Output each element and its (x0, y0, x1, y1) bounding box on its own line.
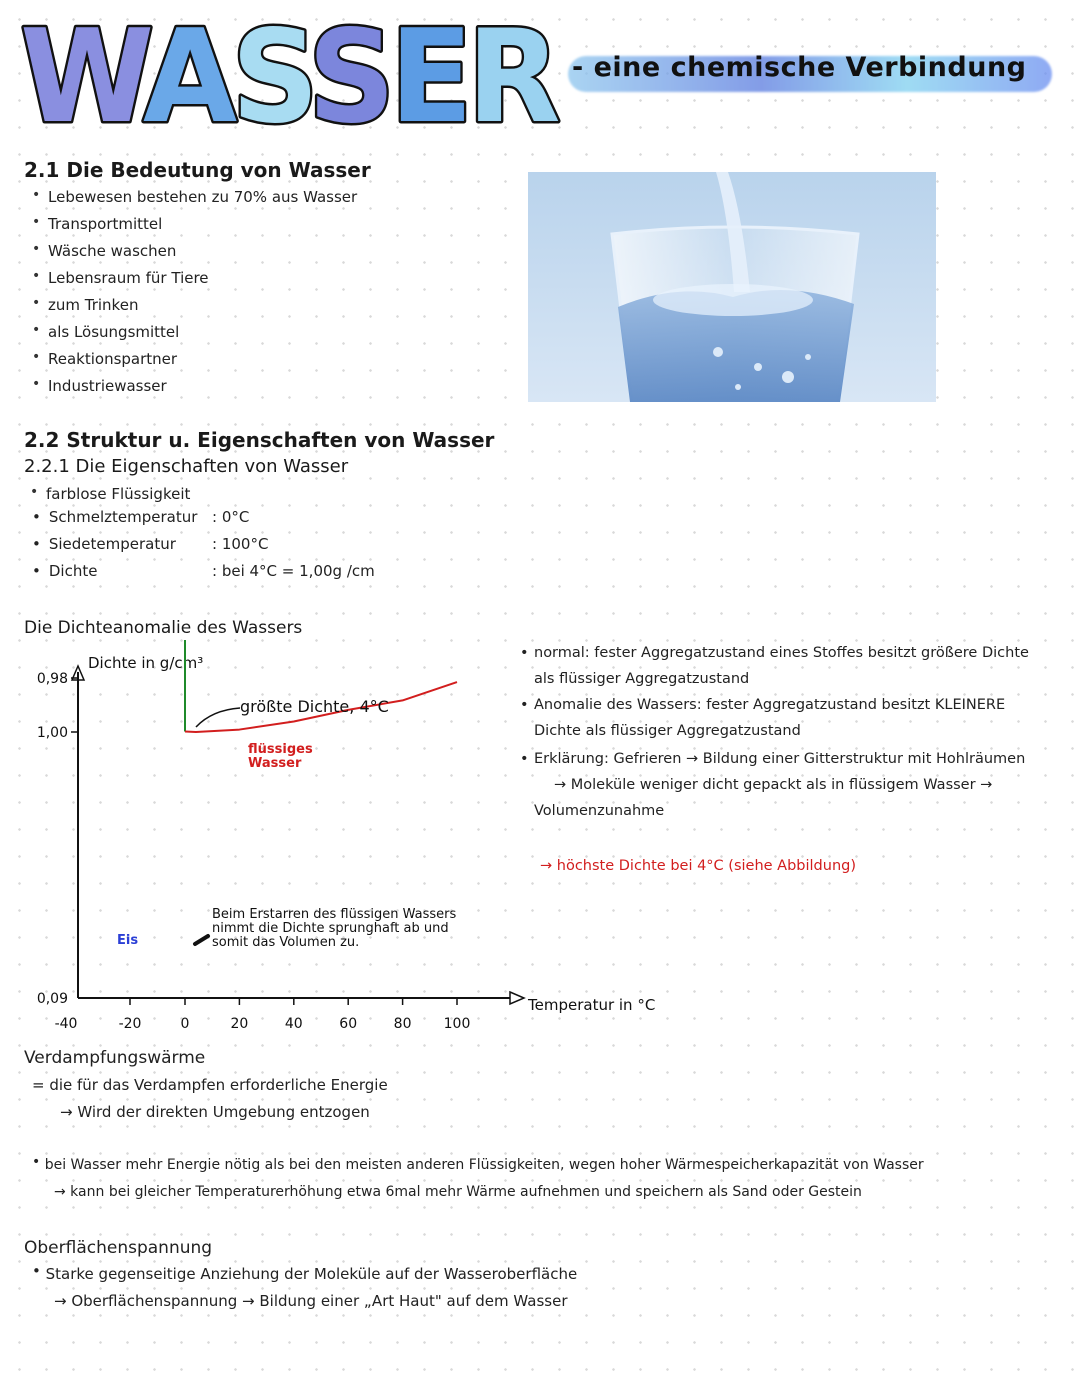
ice-annotation: Eis (117, 933, 139, 948)
property-colorless: • farblose Flüssigkeit (28, 481, 190, 508)
title-letter: S (231, 6, 312, 136)
x-tick-label: 80 (393, 1016, 412, 1032)
property-row: • Schmelztemperatur (32, 508, 198, 526)
freeze-annotation-line: nimmt die Dichte sprunghaft ab und (212, 921, 449, 936)
evaporation-heading: Verdampfungswärme (24, 1048, 206, 1068)
title-wasser (14, 6, 564, 136)
anomaly-note-anomaly: • Anomalie des Wassers: fester Aggregatzustand besitzt KLEINERE Dichte als flüssiger Aggregatzustand (520, 697, 1006, 739)
importance-list (30, 184, 357, 400)
evaporation-note: • bei Wasser mehr Energie nötig als bei den meisten anderen Flüssigkeiten, wegen hoher Wärmespeicherkapazität von Wasser (32, 1154, 924, 1173)
importance-item: • als Lösungsmittel (30, 319, 357, 346)
title-letter: R (467, 6, 560, 136)
importance-item: • Industriewasser (30, 373, 357, 400)
surface-heading: Oberflächenspannung (24, 1238, 213, 1258)
y-axis-label: Dichte in g/cm³ (88, 654, 204, 672)
surface-item-2: → Oberflächenspannung → Bildung einer „Art Haut" auf dem Wasser (54, 1292, 568, 1310)
property-value: : 0°C (212, 508, 250, 526)
liquid-annotation-line2: Wasser (248, 756, 302, 771)
x-tick-label: 0 (180, 1016, 190, 1032)
property-row: • Siedetemperatur (32, 535, 176, 553)
y-tick-label: 0,98 (36, 671, 68, 687)
importance-item: • Reaktionspartner (30, 346, 357, 373)
evaporation-definition: = die für das Verdampfen erforderliche Energie (32, 1076, 388, 1094)
water-glass-photo (528, 172, 936, 402)
freeze-annotation-line: Beim Erstarren des flüssigen Wassers (212, 907, 457, 922)
x-tick-label: 40 (284, 1016, 303, 1032)
freeze-annotation-pointer (195, 936, 208, 944)
max-annotation-pointer (196, 708, 240, 727)
property-label: Dichte (48, 562, 98, 580)
x-tick-label: -40 (54, 1016, 78, 1032)
y-tick-label: 1,00 (36, 725, 68, 741)
anomaly-note-continuation: → Moleküle weniger dicht gepackt als in flüssigem Wasser → Volumenzunahme (534, 777, 993, 819)
x-axis-label: Temperatur in °C (528, 996, 656, 1014)
section-heading-importance: 2.1 Die Bedeutung von Wasser (24, 158, 371, 182)
property-row: • Dichte (32, 562, 98, 580)
section-heading-structure: 2.2 Struktur u. Eigenschaften von Wasser (24, 428, 495, 452)
y-tick-label: 0,09 (36, 991, 68, 1007)
max-annotation: größte Dichte, 4°C (240, 697, 389, 716)
anomaly-note-highest-density: → höchste Dichte bei 4°C (siehe Abbildung) (540, 858, 857, 874)
evaporation-note-2: → kann bei gleicher Temperaturerhöhung etwa 6mal mehr Wärme aufnehmen und speichern als Sand oder Gestein (54, 1184, 862, 1200)
importance-item: • Transportmittel (30, 211, 357, 238)
property-label: Schmelztemperatur (48, 508, 198, 526)
svg-text:WASSER (20, 6, 558, 136)
title-letter: W (20, 6, 150, 136)
x-tick-label: 100 (443, 1016, 471, 1032)
liquid-annotation-line1: flüssiges (248, 742, 313, 757)
importance-item: • Lebensraum für Tiere (30, 265, 357, 292)
property-value: : 100°C (212, 535, 269, 553)
anomaly-note-normal: • normal: fester Aggregatzustand eines Stoffes besitzt größere Dichte als flüssiger Aggregatzustand (520, 645, 1029, 687)
property-value: : bei 4°C = 1,00g /cm (212, 562, 375, 580)
subtitle: - eine chemische Verbindung (572, 52, 1027, 83)
importance-item: • Wäsche waschen (30, 238, 357, 265)
property-label: Siedetemperatur (48, 535, 176, 553)
title-letter: A (142, 6, 237, 136)
title-letter: E (389, 6, 472, 136)
importance-item: • zum Trinken (30, 292, 357, 319)
surface-item: • Starke gegenseitige Anziehung der Moleküle auf der Wasseroberfläche (32, 1262, 578, 1283)
x-tick-label: -20 (118, 1016, 142, 1032)
x-axis-arrow (510, 992, 524, 1004)
x-tick-label: 60 (339, 1016, 358, 1032)
importance-item: • Lebewesen bestehen zu 70% aus Wasser (30, 184, 357, 211)
freeze-annotation-line: somit das Volumen zu. (212, 935, 360, 950)
title-letter: S (307, 6, 394, 136)
subsection-heading-properties: 2.2.1 Die Eigenschaften von Wasser (24, 456, 349, 477)
anomaly-note-explanation: • Erklärung: Gefrieren → Bildung einer Gitterstruktur mit Hohlräumen (520, 751, 1026, 767)
evaporation-definition-2: → Wird der direkten Umgebung entzogen (60, 1103, 370, 1121)
x-tick-label: 20 (230, 1016, 249, 1032)
anomaly-heading: Die Dichteanomalie des Wassers (24, 618, 303, 638)
properties-list (28, 481, 190, 508)
